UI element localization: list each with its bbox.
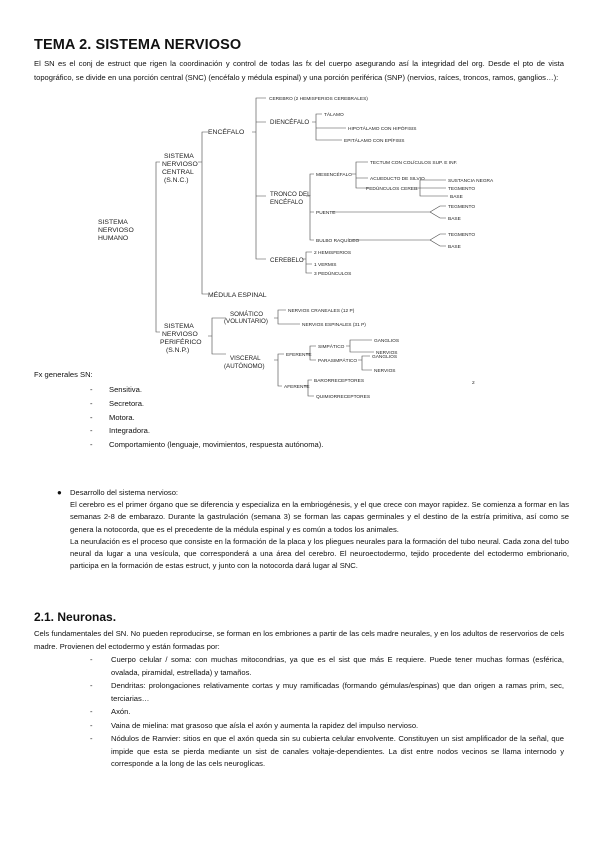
eferente-label: EFERENTE — [286, 353, 312, 358]
root-bracket — [156, 162, 160, 332]
bulbo-label: BULBO RAQUÍDEO — [316, 239, 360, 244]
somatico-label-1: SOMÁTICO — [230, 311, 264, 318]
parasimpatico-label: PARASIMPÁTICO — [318, 359, 358, 364]
list-item: - Sensitiva. — [90, 383, 323, 397]
tegmento3-label: TEGMENTO — [448, 233, 476, 238]
list-item: - Axón. — [90, 706, 564, 719]
ganglios2-label: GANGLIOS — [372, 355, 398, 360]
bulbo-bracket — [352, 234, 446, 246]
development-section — [57, 486, 569, 573]
acueducto-label: ACUEDUCTO DE SILVIO — [370, 177, 425, 182]
cerebelo-label: CEREBELO — [270, 257, 304, 264]
snp-label-2: NERVIOSO — [162, 331, 198, 338]
intro-paragraph: El SN es el conj de estruct que rigen la coordinación y control de todas las fx del cuerpo asegurando así la integridad del org. Desde el pto de vista topográfico, se divide en una porción central (SNC) (encéfalo y médula espinal) y una porción periférica (SNP) (nervios, raíces, troncos, ramos, ganglios…): — [34, 59, 564, 83]
nervous-system-diagram — [90, 92, 520, 404]
pedunculos-label: PEDÚNCULOS CEREB. — [366, 187, 419, 192]
base1-label: BASE — [450, 195, 463, 200]
hipotalamo-label: HIPOTÁLAMO CON HIPÓFISIS — [348, 127, 417, 132]
puente-label: PUENTE — [316, 211, 336, 216]
aferente-label: AFERENTE — [284, 385, 310, 390]
fx-heading: Fx generales SN: — [34, 370, 93, 379]
base2-label: BASE — [448, 217, 461, 222]
root-label-3: HUMANO — [98, 235, 129, 242]
list-item: - Vaina de mielina: mat grasoso que aísla el axón y aumenta la rapidez del impulso nervioso. — [90, 720, 564, 733]
list-item: - Motora. — [90, 411, 323, 425]
visceral-bracket — [274, 354, 284, 386]
snc-bracket — [198, 132, 208, 294]
list-item: - Integradora. — [90, 424, 323, 438]
tronco-bracket — [306, 174, 314, 240]
mesencefalo-label: MESENCÉFALO — [316, 173, 352, 178]
encefalo-bracket — [252, 98, 266, 259]
nervios2-label: NERVIOS — [374, 369, 396, 374]
tegmento1-label: TEGMENTO — [448, 187, 476, 192]
snp-label-3: PERIFÉRICO — [160, 339, 202, 346]
nerv-cran-label: NERVIOS CRANEALES (12 P) — [288, 309, 355, 314]
ped3-label: 3 PEDÚNCULOS — [314, 272, 352, 277]
tectum-label: TECTUM CON COLÍCULOS SUP. E INF. — [370, 161, 458, 166]
quimiorreceptores-label: QUIMIORRECEPTORES — [316, 395, 371, 400]
simpatico-bracket — [346, 340, 374, 352]
vermis-label: 1 VERMIS — [314, 263, 337, 268]
tronco-label-2: ENCÉFALO — [270, 199, 304, 206]
sustancia-label: SUSTANCIA NEGRA — [448, 179, 494, 184]
list-item: - Nódulos de Ranvier: sitios en que el axón queda sin su cubierta celular envolvente. Constituyen un sist amplificador de la señal, que impide que esta se pierda mediante un sist de canales voltaje-dependientes. La dist entre nodos vecinos se llama internodo y corresponde a la long de las cels neuroglicas. — [90, 733, 564, 771]
epitalamo-label: EPITÁLAMO CON EPÍFISIS — [344, 139, 405, 144]
barorreceptores-label: BARORRECEPTORES — [314, 379, 365, 384]
snp-label-4: (S.N.P.) — [166, 347, 190, 354]
list-item: - Secretora. — [90, 397, 323, 411]
snc-label-3: CENTRAL — [162, 169, 194, 176]
cerebro-label: CEREBRO (2 HEMISFERIOS CEREBRALES) — [269, 97, 368, 102]
mesencefalo-bracket — [352, 162, 368, 188]
snc-label-1: SISTEMA — [164, 153, 194, 160]
list-item: - Comportamiento (lenguaje, movimientos, respuesta autónoma). — [90, 438, 323, 452]
medula-label: MÉDULA ESPINAL — [208, 292, 267, 299]
somatico-label-2: (VOLUNTARIO) — [224, 318, 268, 325]
tronco-label-1: TRONCO DEL — [270, 191, 311, 198]
page-mark: 2 — [472, 381, 475, 386]
puente-bracket — [332, 206, 446, 218]
section-heading-neuronas: 2.1. Neuronas. — [34, 610, 117, 624]
visceral-label-1: VISCERAL — [230, 355, 261, 362]
page-title: TEMA 2. SISTEMA NERVIOSO — [34, 37, 242, 53]
pedunculos-bracket — [416, 180, 448, 196]
encefalo-label: ENCÉFALO — [208, 129, 245, 136]
diencefalo-label: DIENCÉFALO — [270, 119, 310, 126]
snc-label-4: (S.N.C.) — [164, 177, 189, 184]
neuronas-list — [90, 654, 564, 772]
snp-label-1: SISTEMA — [164, 323, 194, 330]
bullet-icon: ● — [57, 488, 62, 497]
hemisferios-label: 2 HEMISFERIOS — [314, 251, 352, 256]
snc-label-2: NERVIOSO — [162, 161, 198, 168]
list-item: - Dendritas: prolongaciones relativamente cortas y muy ramificadas (formando gémulas/espinas) que dan origen a ramas prim, sec, terciarias… — [90, 680, 564, 705]
simpatico-label: SIMPÁTICO — [318, 345, 345, 350]
nerv-esp-label: NERVIOS ESPINALES (31 P) — [302, 323, 366, 328]
neuronas-intro: Cels fundamentales del SN. No pueden reproducirse, se forman en los embriones a partir de las cels madre neurales, y en los adultos de reservorios de cels madre. Provienen del ectodermo y están formadas por: — [34, 629, 564, 651]
development-paragraph-1: El cerebro es el primer órgano que se diferencia y especializa en la embriogénesis, y el que crece con mayor rapidez. Se comienza a formar en las semanas 2-8 de embarazo. Durante la gastrulación (semana 3) se forman las capas germinales y el destino de la estría primitiva, así como se genera la notocorda, que es el precedente de la médula espinal y es común a todos los animales. — [70, 500, 569, 534]
root-label-1: SISTEMA — [98, 219, 128, 226]
visceral-label-2: (AUTÓNOMO) — [224, 363, 265, 370]
ganglios1-label: GANGLIOS — [374, 339, 400, 344]
talamo-label: TÁLAMO — [324, 113, 344, 118]
development-heading: Desarrollo del sistema nervioso: — [70, 488, 179, 497]
parasimpatico-bracket — [358, 356, 372, 370]
fx-list — [90, 383, 323, 452]
list-item: - Cuerpo celular / soma: con muchas mitocondrias, ya que es el sist que más E requiere. Puede tener muchas formas (esférica, ovalada, piramidal, estrellada) y tamaños. — [90, 654, 564, 679]
nervios1-label: NERVIOS — [376, 351, 398, 356]
tegmento2-label: TEGMENTO — [448, 205, 476, 210]
root-label-2: NERVIOSO — [98, 227, 134, 234]
development-paragraph-2: La neurulación es el proceso que consiste en la formación de la placa y los pliegues neurales para la formación del tubo neural. Cada zona del tubo neural da lugar a una vesícula, que corresponderá a una área del cerebro. El neuroectodermo, tejido procedente del ectodermo embrionario, participa en la formación de estas estruct, y junto con la notocorda dará lugar al SNC. — [70, 536, 569, 571]
base3-label: BASE — [448, 245, 461, 250]
